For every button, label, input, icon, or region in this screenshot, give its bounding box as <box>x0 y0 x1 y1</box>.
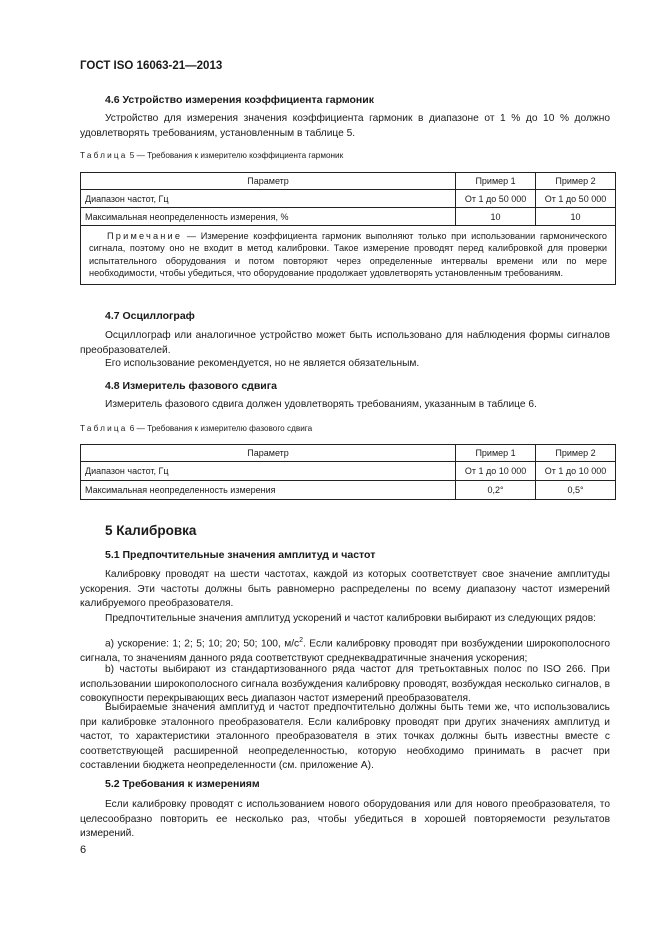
acceleration-series-text: а) ускорение: 1; 2; 5; 10; 20; 50; 100, м/с <box>105 638 300 650</box>
table-cell: Диапазон частот, Гц <box>81 190 456 208</box>
note-text: — Измерение коэффициента гармоник выполняют только при использовании гармонического сигнала, поэтому оно не входит в метод калибровки. Такое измерение проводят перед калибровкой для проверки испытательного оборудования и потом повторяют через определенные интервалы времени или по мере необходимости, чтобы убедиться, что оборудование продолжает удовлетворять установленным требованиям. <box>89 231 607 279</box>
table-header-cell: Параметр <box>81 173 456 190</box>
table-header-row <box>81 445 616 462</box>
section-4-6-text: Устройство для измерения значения коэффициента гармоник в диапазоне от 1 % до 10 % должно удовлетворять требованиям, установленным в таблице 5. <box>80 113 610 139</box>
table-cell: Диапазон частот, Гц <box>81 462 456 481</box>
table-row <box>81 481 616 500</box>
section-5-2-heading: 5.2 Требования к измерениям <box>105 778 260 790</box>
table-6-caption <box>80 424 312 433</box>
table-header-row <box>81 173 616 190</box>
section-4-8-heading: 4.8 Измеритель фазового сдвига <box>105 380 277 392</box>
table-header-cell: Пример 1 <box>456 173 536 190</box>
table-cell: Максимальная неопределенность измерения <box>81 481 456 500</box>
section-5-1-paragraph-3 <box>80 634 610 667</box>
table-cell: Максимальная неопределенность измерения, % <box>81 208 456 226</box>
table-5-note <box>81 226 616 285</box>
superscript: 2 <box>299 637 304 644</box>
section-5-1-paragraph-2: Предпочтительные значения амплитуд ускорений и частот калибровки выбирают из следующих рядов: <box>105 613 596 624</box>
note-word: Примечание <box>107 231 183 241</box>
table-header-cell: Пример 2 <box>536 445 616 462</box>
table-5-caption <box>80 151 343 160</box>
section-5-heading: 5 Калибровка <box>105 523 197 538</box>
table-cell: 10 <box>456 208 536 226</box>
table-cell: От 1 до 10 000 <box>456 462 536 481</box>
table-cell: От 1 до 10 000 <box>536 462 616 481</box>
table-6-caption-word: Таблица <box>80 424 128 433</box>
section-4-7-heading: 4.7 Осциллограф <box>105 310 195 322</box>
section-5-1-paragraph-5: Выбираемые значения амплитуд и частот предпочтительно должны быть теми же, что использовались при калибровке эталонного преобразователя. Если калибровку проводят при других значениях амплитуд и частот, то характеристики эталонного преобразователя в этих точках должны быть известны вместе с соответствующей расширенной неопределенностью, которую необходимо принимать в расчет при составлении бюджета неопределенности (см. приложение А). <box>80 702 610 772</box>
page-number: 6 <box>80 844 87 856</box>
table-6-caption-text: 6 — Требования к измерителю фазового сдвига <box>129 424 313 433</box>
document-header: ГОСТ ISO 16063-21—2013 <box>80 60 223 72</box>
section-5-1-paragraph-4: b) частоты выбирают из стандартизованного ряда частот для третьоктавных полос по ISO 266. При использовании широкополосного сигнала возбуждения калибровку проводят, возбуждая несколько сигналов, в совокупности перекрывающих весь диапазон частот измерений преобразователя. <box>80 664 610 705</box>
table-note-row <box>81 226 616 285</box>
section-4-6-heading: 4.6 Устройство измерения коэффициента гармоник <box>105 94 374 106</box>
table-cell: От 1 до 50 000 <box>456 190 536 208</box>
table-cell: 0,5° <box>536 481 616 500</box>
section-4-7-text: Осциллограф или аналогичное устройство может быть использовано для наблюдения формы сигналов преобразователей. <box>80 330 610 356</box>
table-header-cell: Пример 1 <box>456 445 536 462</box>
acceleration-series-text-cont: . Если калибровку проводят при возбуждении широкополосного сигнала, то значениям данного ряда соответствуют среднеквадратичные значения ускорения; <box>80 638 611 664</box>
section-5-1-heading: 5.1 Предпочтительные значения амплитуд и частот <box>105 549 376 561</box>
table-row <box>81 462 616 481</box>
table-5 <box>80 172 616 285</box>
table-header-cell: Пример 2 <box>536 173 616 190</box>
table-row <box>81 190 616 208</box>
section-5-1-paragraph-1: Калибровку проводят на шести частотах, каждой из которых соответствует свое значение амплитуды ускорения. Эти частоты должны быть равномерно распределены по всему диапазону частот измерений калибруемого преобразователя. <box>80 569 610 610</box>
section-4-7-text-2: Его использование рекомендуется, но не является обязательным. <box>105 358 420 369</box>
section-4-8-text: Измеритель фазового сдвига должен удовлетворять требованиям, указанным в таблице 6. <box>105 399 537 410</box>
table-header-cell: Параметр <box>81 445 456 462</box>
section-5-2-text: Если калибровку проводят с использованием нового оборудования или для нового преобразователя, то целесообразно повторить ее несколько раз, чтобы убедиться в хорошей повторяемости результатов измерений. <box>80 799 610 840</box>
table-cell: 0,2° <box>456 481 536 500</box>
table-5-caption-text: 5 — Требования к измерителю коэффициента гармоник <box>129 151 344 160</box>
table-5-caption-word: Таблица <box>80 151 128 160</box>
table-6 <box>80 444 616 500</box>
table-cell: 10 <box>536 208 616 226</box>
table-row <box>81 208 616 226</box>
table-cell: От 1 до 50 000 <box>536 190 616 208</box>
